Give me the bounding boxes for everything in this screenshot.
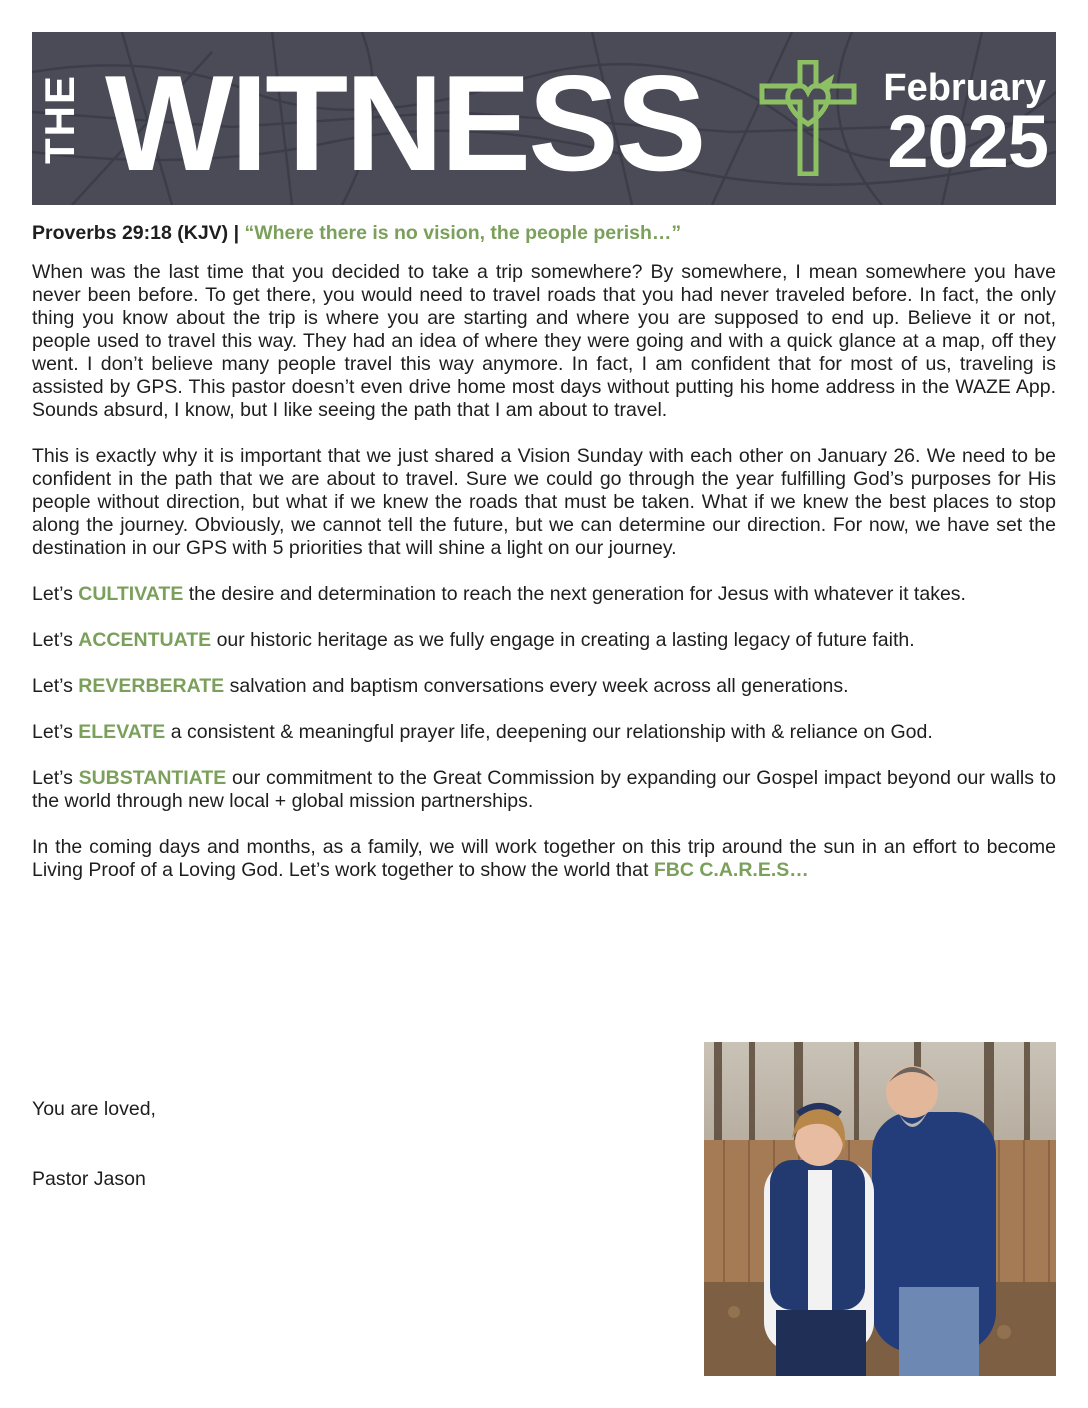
scripture-reference: Proverbs 29:18 (KJV) (32, 222, 229, 244)
priority-reverberate (32, 675, 1056, 698)
pastor-couple-photo (704, 1042, 1056, 1376)
priority-keyword: ELEVATE (78, 721, 166, 743)
priority-keyword: CULTIVATE (78, 583, 184, 605)
priority-keyword: ACCENTUATE (78, 629, 212, 651)
article-body (32, 222, 1056, 882)
priority-text: our historic heritage as we fully engage in creating a lasting legacy of future faith. (211, 629, 915, 651)
signoff-name: Pastor Jason (32, 1168, 146, 1190)
priority-lead: Let’s (32, 721, 79, 743)
signoff-line: You are loved, (32, 1098, 156, 1120)
priority-keyword: SUBSTANTIATE (78, 767, 227, 789)
closing-highlight: FBC C.A.R.E.S… (653, 859, 809, 881)
priority-lead: Let’s (32, 675, 79, 697)
cross-with-heart-icon (758, 60, 858, 176)
newsletter-title: WITNESS (105, 47, 704, 199)
the-label: THE (36, 74, 83, 164)
closing-text: In the coming days and months, as a family, we will work together on this trip around the sun in an effort to become Living Proof of a Loving God. Let’s work together to show the world that (32, 836, 1056, 881)
priority-text: salvation and baptism conversations every week across all generations. (224, 675, 849, 697)
priority-cultivate (32, 583, 1056, 606)
priority-text: the desire and determination to reach the next generation for Jesus with whatever it takes. (183, 583, 966, 605)
priority-elevate (32, 721, 1056, 744)
priority-substantiate (32, 767, 1056, 813)
priority-lead: Let’s (32, 583, 79, 605)
paragraph-1: When was the last time that you decided to take a trip somewhere? By somewhere, I mean somewhere you have never been before. To get there, you would need to travel roads that you had never traveled before. In fact, the only thing you know about the trip is where you are starting and where you are supposed to end up. Believe it or not, people used to travel this way. They had an idea of where they were going and with a quick glance at a map, off they went. I don’t believe many people travel this way anymore. In fact, I am confident that for most of us, traveling is assisted by GPS. This pastor doesn’t even drive home most days without putting his home address in the WAZE App. Sounds absurd, I know, but I like seeing the path that I am about to travel. (32, 261, 1056, 421)
priority-lead: Let’s (32, 629, 79, 651)
scripture-separator: | (228, 222, 245, 244)
priority-keyword: REVERBERATE (78, 675, 225, 697)
scripture-line (32, 222, 1056, 245)
priority-text: a consistent & meaningful prayer life, deepening our relationship with & reliance on God. (165, 721, 933, 743)
closing-paragraph (32, 836, 1056, 882)
priority-lead: Let’s (32, 767, 79, 789)
masthead-banner (32, 32, 1056, 205)
scripture-quote: “Where there is no vision, the people perish…” (244, 222, 682, 244)
issue-year: 2025 (887, 100, 1048, 183)
issue-month: February (883, 67, 1046, 109)
priority-text: our commitment to the Great Commission by expanding our Gospel impact beyond our walls to the world through new local + global mission partnerships. (32, 767, 1056, 812)
priority-accentuate (32, 629, 1056, 652)
paragraph-2: This is exactly why it is important that we just shared a Vision Sunday with each other on January 26. We need to be confident in the path that we are about to travel. Sure we could go through the year fulfilling God’s purposes for His people without direction, but what if we knew the roads that must be taken. What if we knew the best places to stop along the journey. Obviously, we cannot tell the future, but we can determine our direction. For now, we have set the destination in our GPS with 5 priorities that will shine a light on our journey. (32, 445, 1056, 559)
